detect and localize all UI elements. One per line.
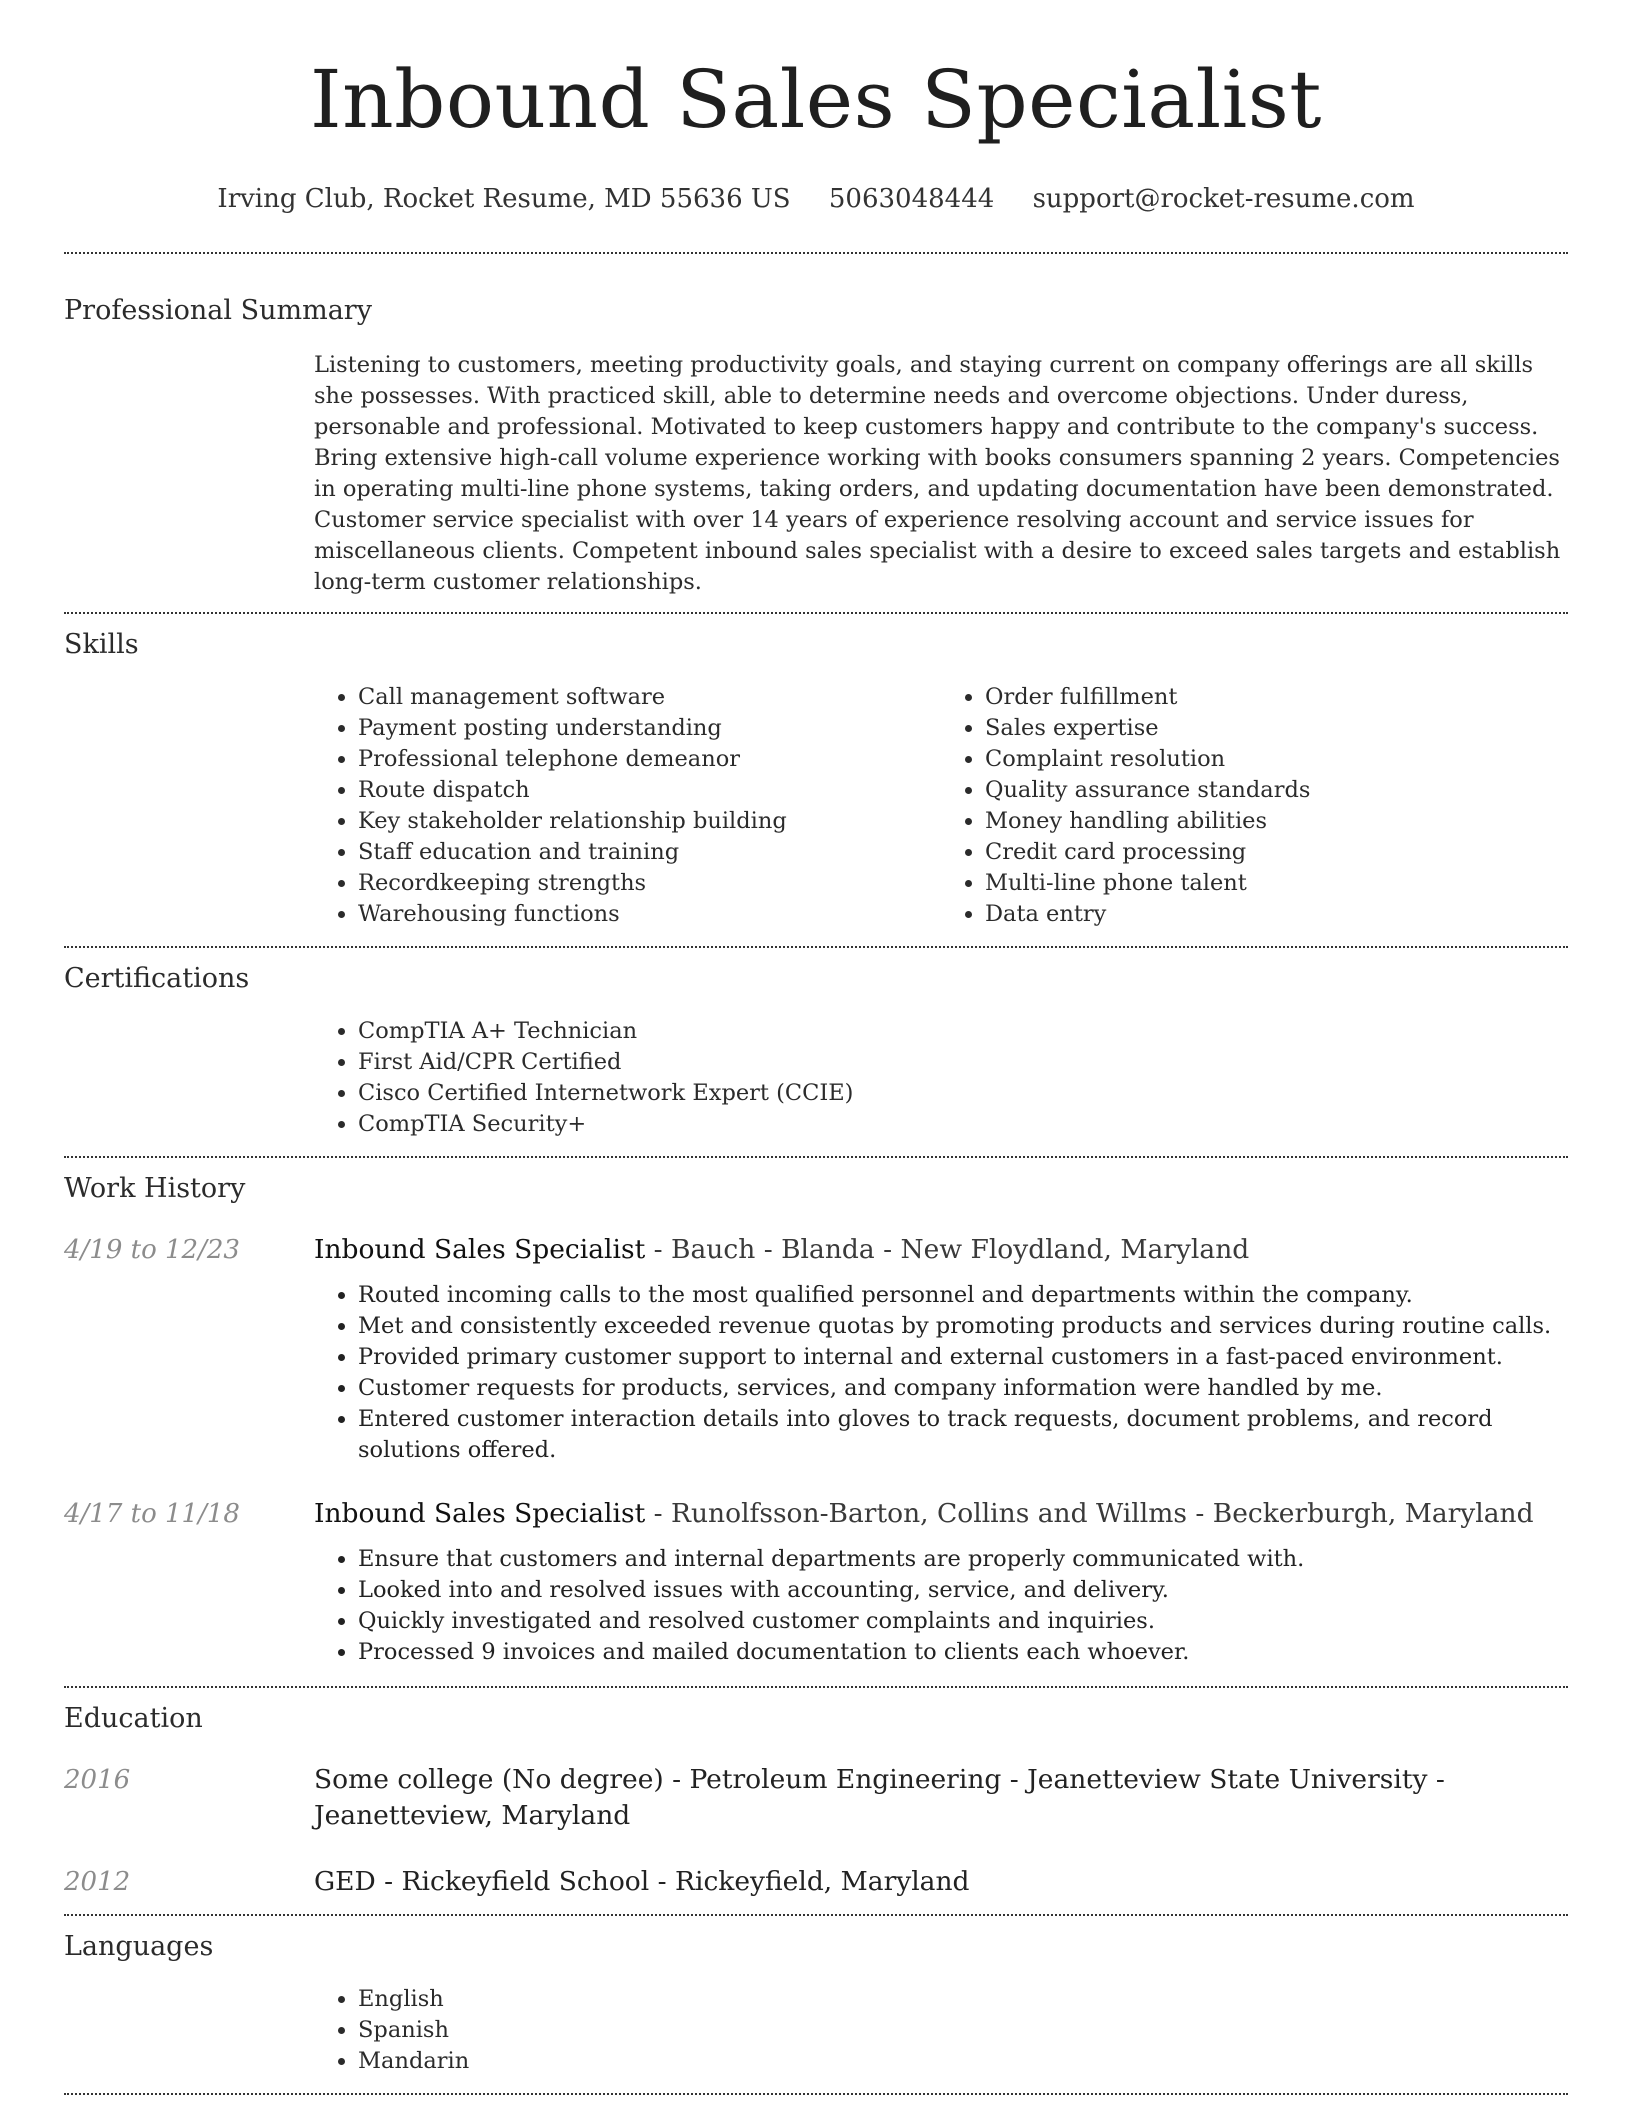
skill-item: • Professional telephone demeanor: [358, 744, 941, 775]
skills-title: Skills: [64, 629, 139, 660]
summary-title: Professional Summary: [64, 295, 372, 326]
skills-section: [0, 614, 1632, 946]
languages-list: [314, 1984, 1568, 2077]
certification-item: • Cisco Certified Internetwork Expert (CCIE): [358, 1078, 1568, 1109]
skill-item: • Staff education and training: [358, 837, 941, 868]
skill-item: • Key stakeholder relationship building: [358, 806, 941, 837]
job-bullet: • Processed 9 invoices and mailed documentation to clients each whoever.: [358, 1637, 1568, 1668]
job-details: - Bauch - Blanda - New Floydland, Maryland: [645, 1234, 1250, 1265]
education-entry: [64, 1762, 1568, 1834]
work-entries: [64, 1206, 1568, 1686]
skill-item: • Sales expertise: [985, 713, 1568, 744]
skill-item: • Payment posting understanding: [358, 713, 941, 744]
contact-phone: 5063048444: [828, 184, 995, 214]
job-details: - Runolfsson-Barton, Collins and Willms - Beckerburgh, Maryland: [645, 1498, 1534, 1529]
job-dates: 4/17 to 11/18: [64, 1499, 240, 1529]
job-role: Inbound Sales Specialist: [314, 1234, 646, 1265]
job-entry: [64, 1496, 1568, 1668]
languages-title: Languages: [64, 1931, 214, 1962]
language-item: • Mandarin: [358, 2046, 1568, 2077]
skill-item: • Quality assurance standards: [985, 775, 1568, 806]
job-dates: 4/19 to 12/23: [64, 1235, 240, 1265]
skill-item: • Credit card processing: [985, 837, 1568, 868]
education-year: 2012: [64, 1867, 131, 1897]
skill-item: • Complaint resolution: [985, 744, 1568, 775]
education-text: GED - Rickeyfield School - Rickeyfield, Maryland: [314, 1866, 970, 1897]
skills-list-left: [314, 682, 941, 930]
skill-item: • Call management software: [358, 682, 941, 713]
job-bullet: • Quickly investigated and resolved customer complaints and inquiries.: [358, 1606, 1568, 1637]
job-title-line: [314, 1496, 1568, 1532]
education-entries: [64, 1736, 1568, 1914]
work-section: [0, 1158, 1632, 1686]
job-bullet: • Looked into and resolved issues with accounting, service, and delivery.: [358, 1575, 1568, 1606]
job-bullet: • Provided primary customer support to internal and external customers in a fast-paced environment.: [358, 1342, 1568, 1373]
job-bullet: • Entered customer interaction details into gloves to track requests, document problems, and record solutions offered.: [358, 1404, 1568, 1466]
section-divider: [64, 2093, 1568, 2095]
contact-address: Irving Club, Rocket Resume, MD 55636 US: [217, 184, 791, 214]
job-bullet: • Met and consistently exceeded revenue quotas by promoting products and services during routine calls.: [358, 1311, 1568, 1342]
job-bullets: [314, 1544, 1568, 1668]
skill-item: • Warehousing functions: [358, 899, 941, 930]
skill-item: • Money handling abilities: [985, 806, 1568, 837]
skill-item: • Route dispatch: [358, 775, 941, 806]
resume-header: [0, 0, 1632, 216]
summary-text: Listening to customers, meeting productivity goals, and staying current on company offerings are all skills she possesses. With practiced skill, able to determine needs and overcome objections. Under duress, personable and professional. Motivated to keep customers happy and contribute to the company's success. Bring extensive high-call volume experience working with books consumers spanning 2 years. Competencies in operating multi-line phone systems, taking orders, and updating documentation have been demonstrated. Customer service specialist with over 14 years of experience resolving account and service issues for miscellaneous clients. Competent inbound sales specialist with a desire to exceed sales targets and establish long-term customer relationships.: [314, 352, 1561, 595]
job-bullet: • Customer requests for products, services, and company information were handled by me.: [358, 1373, 1568, 1404]
language-item: • English: [358, 1984, 1568, 2015]
contact-line: [0, 182, 1632, 216]
education-title: Education: [64, 1703, 203, 1734]
certification-item: • First Aid/CPR Certified: [358, 1047, 1568, 1078]
education-section: [0, 1688, 1632, 1914]
certifications-list: [314, 1016, 1568, 1140]
skill-item: • Recordkeeping strengths: [358, 868, 941, 899]
certifications-section: [0, 948, 1632, 1156]
skill-item: • Data entry: [985, 899, 1568, 930]
certifications-title: Certifications: [64, 963, 250, 994]
job-title-line: [314, 1232, 1568, 1268]
language-item: • Spanish: [358, 2015, 1568, 2046]
skills-list-right: [941, 682, 1568, 930]
skill-item: • Multi-line phone talent: [985, 868, 1568, 899]
languages-section: [0, 1916, 1632, 2093]
certification-item: • CompTIA Security+: [358, 1109, 1568, 1140]
skill-item: • Order fulfillment: [985, 682, 1568, 713]
certification-item: • CompTIA A+ Technician: [358, 1016, 1568, 1047]
education-entry: [64, 1864, 1568, 1900]
education-year: 2016: [64, 1765, 131, 1795]
job-bullets: [314, 1280, 1568, 1466]
candidate-name: Inbound Sales Specialist: [310, 53, 1322, 146]
education-text: Some college (No degree) - Petroleum Engineering - Jeanetteview State University - Jeanetteview, Maryland: [314, 1764, 1445, 1831]
contact-email: support@rocket-resume.com: [1032, 184, 1415, 214]
job-bullet: • Routed incoming calls to the most qualified personnel and departments within the company.: [358, 1280, 1568, 1311]
job-bullet: • Ensure that customers and internal departments are properly communicated with.: [358, 1544, 1568, 1575]
job-entry: [64, 1232, 1568, 1466]
job-role: Inbound Sales Specialist: [314, 1498, 646, 1529]
work-title: Work History: [64, 1173, 246, 1204]
summary-section: [0, 254, 1632, 612]
